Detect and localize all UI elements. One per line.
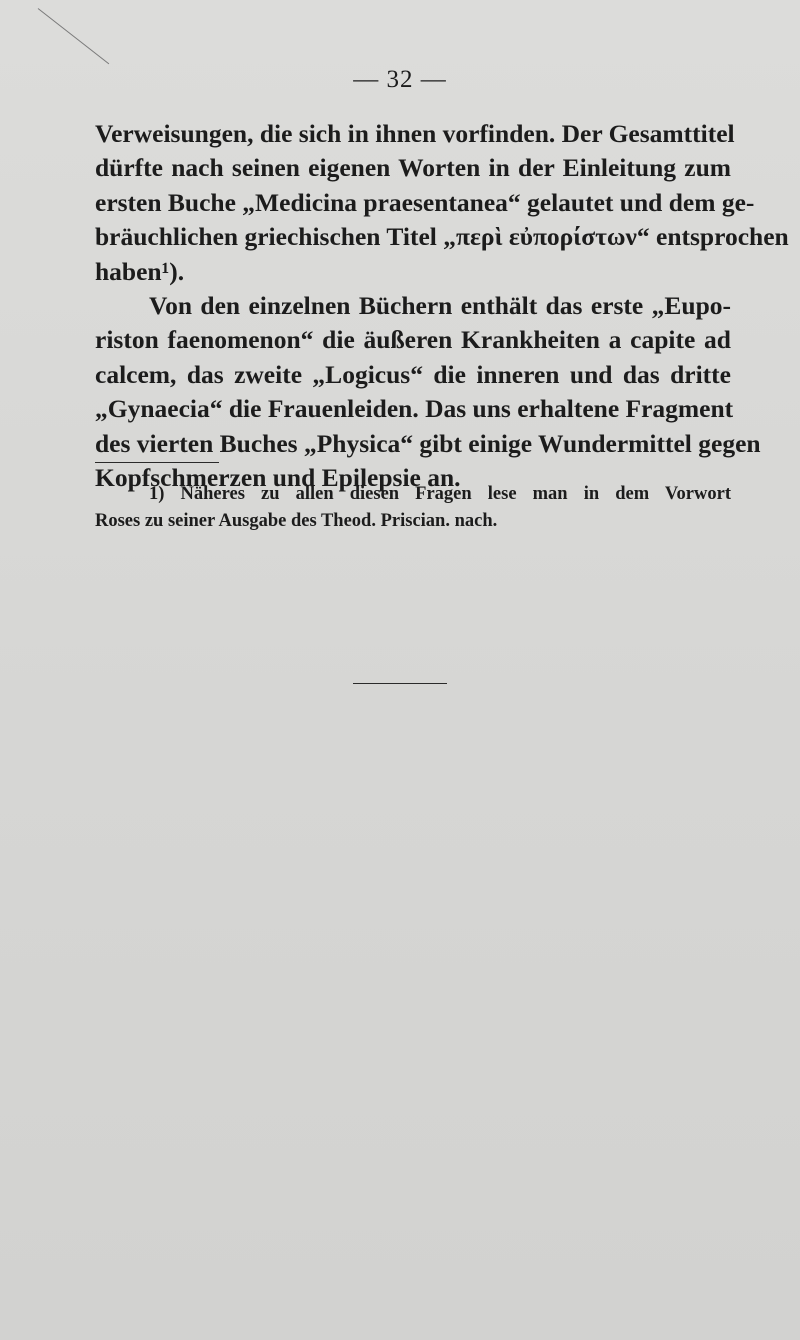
text-line: Kopfschmerzen und Epilepsie an. — [95, 462, 461, 492]
main-text-block — [95, 117, 789, 495]
text-line: haben¹). — [95, 256, 185, 286]
text-line: Verweisungen, die sich in ihnen vorfinden. Der Gesamttitel — [95, 119, 735, 148]
text-line: riston faenomenon“ die äußeren Krankheiten a capite ad — [95, 325, 731, 355]
text-line: Von den einzelnen Büchern enthält das erste „Eupo- — [149, 290, 731, 320]
corner-scratch-mark — [38, 8, 110, 64]
text-line: bräuchlichen griechischen Titel „περὶ εὐπορίστων“ entsprochen — [95, 222, 789, 252]
footnote-divider — [95, 462, 219, 463]
text-line: ersten Buche „Medicina praesentanea“ gelautet und dem ge- — [95, 187, 755, 217]
text-line: calcem, das zweite „Logicus“ die inneren und das dritte — [95, 359, 731, 389]
text-line: dürfte nach seinen eigenen Worten in der Einleitung zum — [95, 153, 731, 183]
footnote-block — [95, 481, 731, 535]
page-number: — 32 — — [353, 66, 447, 93]
footnote-line: Roses zu seiner Ausgabe des Theod. Priscian. nach. — [95, 511, 498, 531]
text-line: des vierten Buches „Physica“ gibt einige Wundermittel gegen — [95, 428, 761, 458]
section-end-rule — [353, 683, 447, 684]
footnote-line: 1) Näheres zu allen diesen Fragen lese man in dem Vorwort — [149, 484, 731, 504]
text-line: „Gynaecia“ die Frauenleiden. Das uns erhaltene Fragment — [95, 394, 734, 424]
